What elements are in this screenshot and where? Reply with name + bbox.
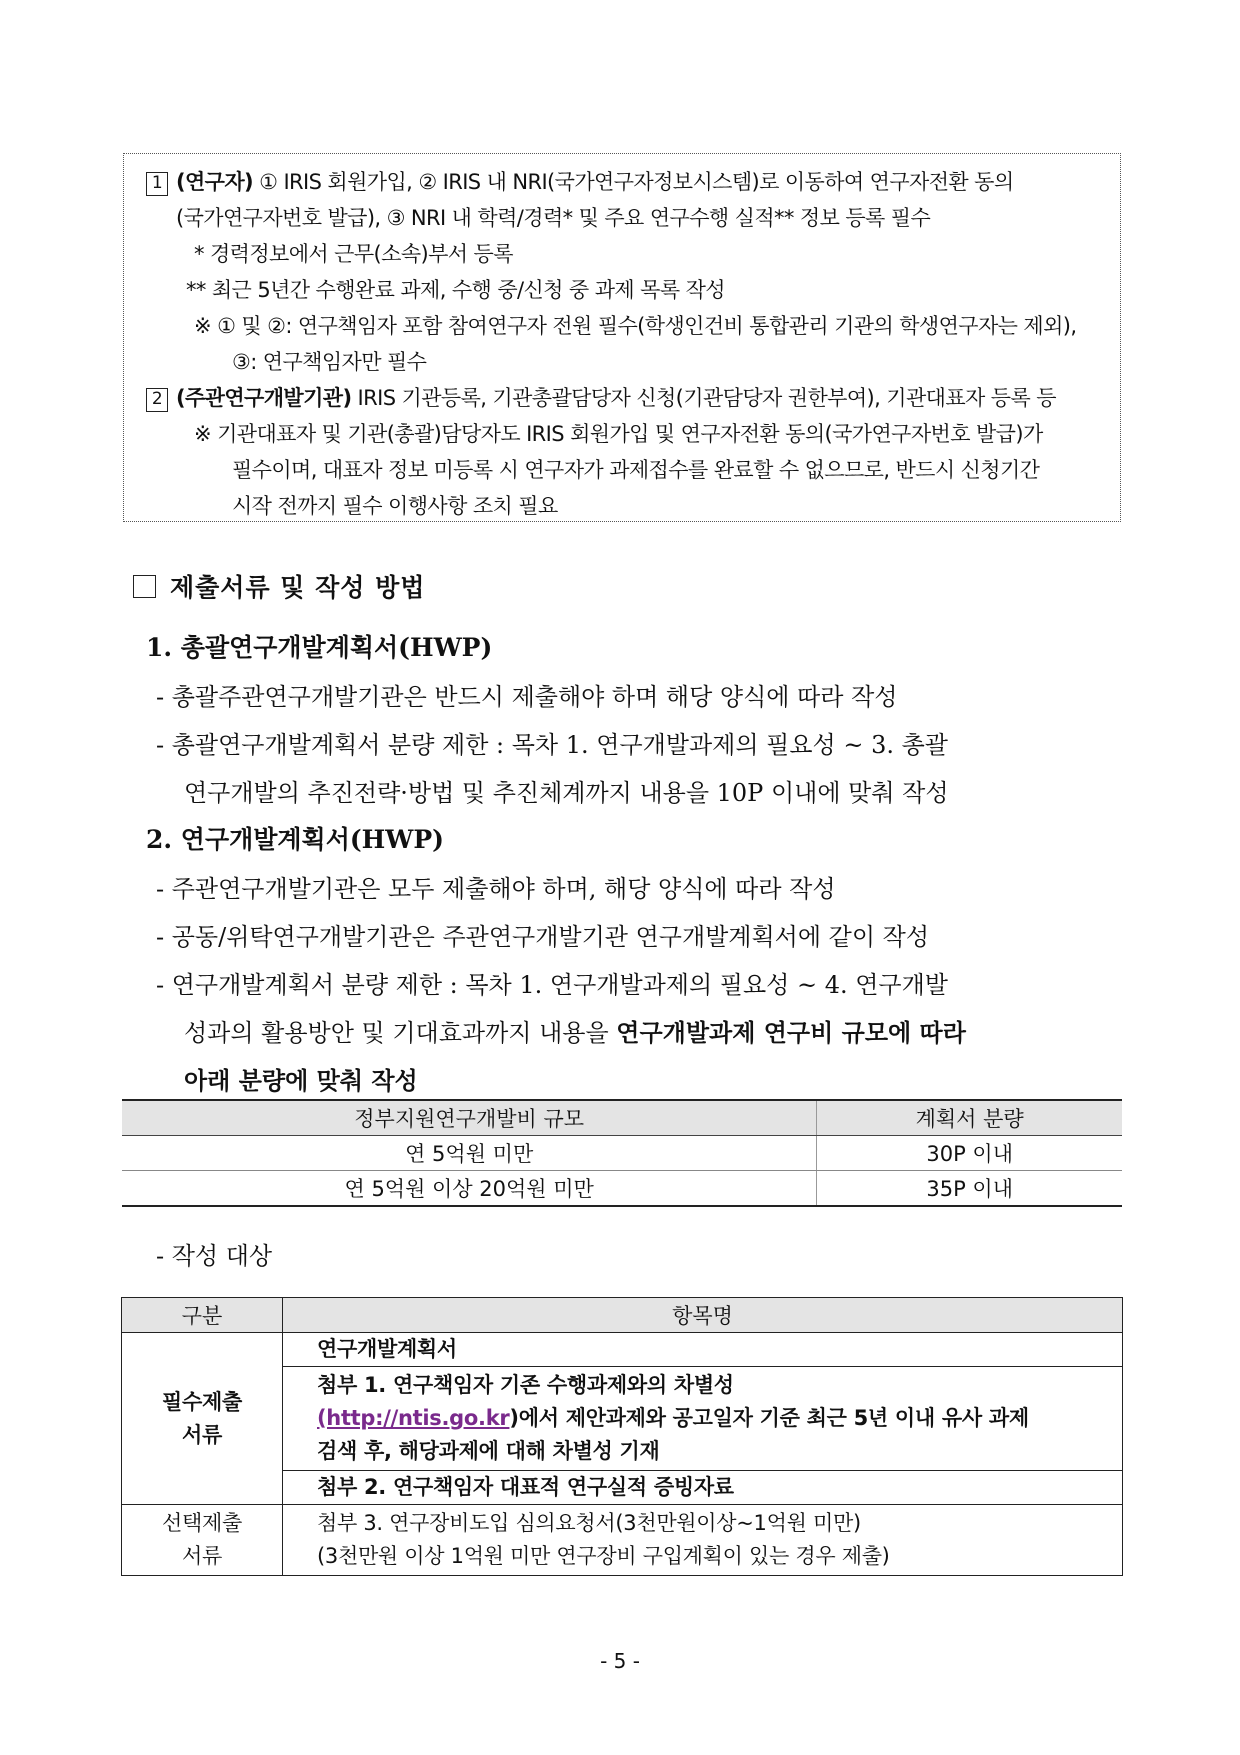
number-box: 1 (146, 172, 168, 196)
emphasis-text: 연구개발과제 연구비 규모에 따라 (616, 1018, 966, 1047)
bullet-line: - 총괄연구개발계획서 분량 제한 : 목차 1. 연구개발과제의 필요성 ~ 3. 총괄 (156, 731, 948, 759)
table-cell (283, 1367, 1123, 1471)
cell-text: 검색 후, 해당과제에 대해 차별성 기재 (317, 1439, 660, 1463)
cell-text: 첨부 3. 연구장비도입 심의요청서(3천만원이상~1억원 미만) (317, 1511, 861, 1535)
category-label: 서류 (182, 1422, 222, 1447)
notice-note: * 경력정보에서 근무(소속)부서 등록 (194, 242, 513, 266)
table-cell: 연 5억원 미만 (122, 1136, 817, 1171)
notice-note: ** 최근 5년간 수행완료 과제, 수행 중/신청 중 과제 목록 작성 (186, 278, 725, 302)
notice-note: ③: 연구책임자만 필수 (232, 350, 427, 374)
cell-text: )에서 제안과제와 공고일자 기준 최근 5년 이내 유사 과제 (509, 1406, 1029, 1430)
notice-note: 시작 전까지 필수 이행사항 조치 필요 (232, 494, 558, 518)
subsection-title-1: 1. 총괄연구개발계획서(HWP) (146, 633, 493, 662)
notice-item-text: IRIS 기관등록, 기관총괄담당자 신청(기관담당자 권한부여), 기관대표자 등록 등 (351, 386, 1056, 410)
table-cell: 연구개발계획서 (283, 1333, 1123, 1367)
bullet-line-continued: 연구개발의 추진전략·방법 및 추진체계까지 내용을 10P 이내에 맞춰 작성 (184, 779, 949, 807)
notice-note: 필수이며, 대표자 정보 미등록 시 연구자가 과제접수를 완료할 수 없으므로, 반드시 신청기간 (232, 458, 1040, 482)
category-label: 선택제출 (162, 1511, 242, 1535)
table-cell (283, 1505, 1123, 1576)
notice-note: ※ ① 및 ②: 연구책임자 포함 참여연구자 전원 필수(학생인건비 통합관리 기관의 학생연구자는 제외), (194, 314, 1077, 338)
section-heading (133, 568, 425, 604)
table-header: 정부지원연구개발비 규모 (122, 1100, 817, 1136)
optional-category-cell (122, 1505, 283, 1576)
notice-item-title: (주관연구개발기관) (176, 386, 352, 410)
required-category-cell (122, 1333, 283, 1505)
emphasis-text: 아래 분량에 맞춰 작성 (184, 1066, 418, 1095)
section-heading-text: 제출서류 및 작성 방법 (170, 573, 426, 602)
bullet-line-continued (184, 1013, 966, 1048)
table-cell: 35P 이내 (817, 1171, 1122, 1207)
bullet-line: - 총괄주관연구개발기관은 반드시 제출해야 하며 해당 양식에 따라 작성 (156, 683, 898, 711)
table-cell: 첨부 2. 연구책임자 대표적 연구실적 증빙자료 (283, 1471, 1123, 1505)
bullet-line: - 작성 대상 (156, 1242, 273, 1270)
cell-text: (3천만원 이상 1억원 미만 연구장비 구입계획이 있는 경우 제출) (317, 1544, 890, 1568)
bullet-line: - 주관연구개발기관은 모두 제출해야 하며, 해당 양식에 따라 작성 (156, 875, 836, 903)
notice-item-1 (146, 164, 1098, 200)
cell-text: 첨부 1. 연구책임자 기존 수행과제와의 차별성 (317, 1373, 734, 1397)
bullet-line: - 공동/위탁연구개발기관은 주관연구개발기관 연구개발계획서에 같이 작성 (156, 923, 930, 951)
ntis-link[interactable]: (http://ntis.go.kr (317, 1406, 510, 1430)
category-label: 서류 (182, 1544, 222, 1568)
notice-item-text: (국가연구자번호 발급), ③ NRI 내 학력/경력* 및 주요 연구수행 실적** 정보 등록 필수 (176, 206, 931, 230)
scale-table (122, 1099, 1122, 1207)
table-cell: 연 5억원 이상 20억원 미만 (122, 1171, 817, 1207)
notice-item-2 (146, 380, 1098, 416)
table-header: 항목명 (283, 1298, 1123, 1333)
category-label: 필수제출 (162, 1389, 242, 1414)
plain-text: 성과의 활용방안 및 기대효과까지 내용을 (184, 1019, 617, 1047)
documents-table (121, 1297, 1123, 1576)
table-row (122, 1171, 1122, 1207)
subsection-title-2: 2. 연구개발계획서(HWP) (146, 825, 445, 854)
table-header: 구분 (122, 1298, 283, 1333)
table-row (122, 1136, 1122, 1171)
page-number: - 5 - (600, 1649, 640, 1673)
notice-item-text: ① IRIS 회원가입, ② IRIS 내 NRI(국가연구자정보시스템)로 이동하여 연구자전환 동의 (253, 170, 1014, 194)
notice-note: ※ 기관대표자 및 기관(총괄)담당자도 IRIS 회원가입 및 연구자전환 동의(국가연구자번호 발급)가 (194, 422, 1043, 446)
checkbox-square-icon (133, 575, 156, 598)
table-cell: 30P 이내 (817, 1136, 1122, 1171)
bullet-line: - 연구개발계획서 분량 제한 : 목차 1. 연구개발과제의 필요성 ~ 4. 연구개발 (156, 971, 948, 999)
table-header: 계획서 분량 (817, 1100, 1122, 1136)
number-box: 2 (146, 388, 168, 412)
notice-item-title: (연구자) (176, 170, 254, 194)
notice-box (123, 153, 1121, 522)
